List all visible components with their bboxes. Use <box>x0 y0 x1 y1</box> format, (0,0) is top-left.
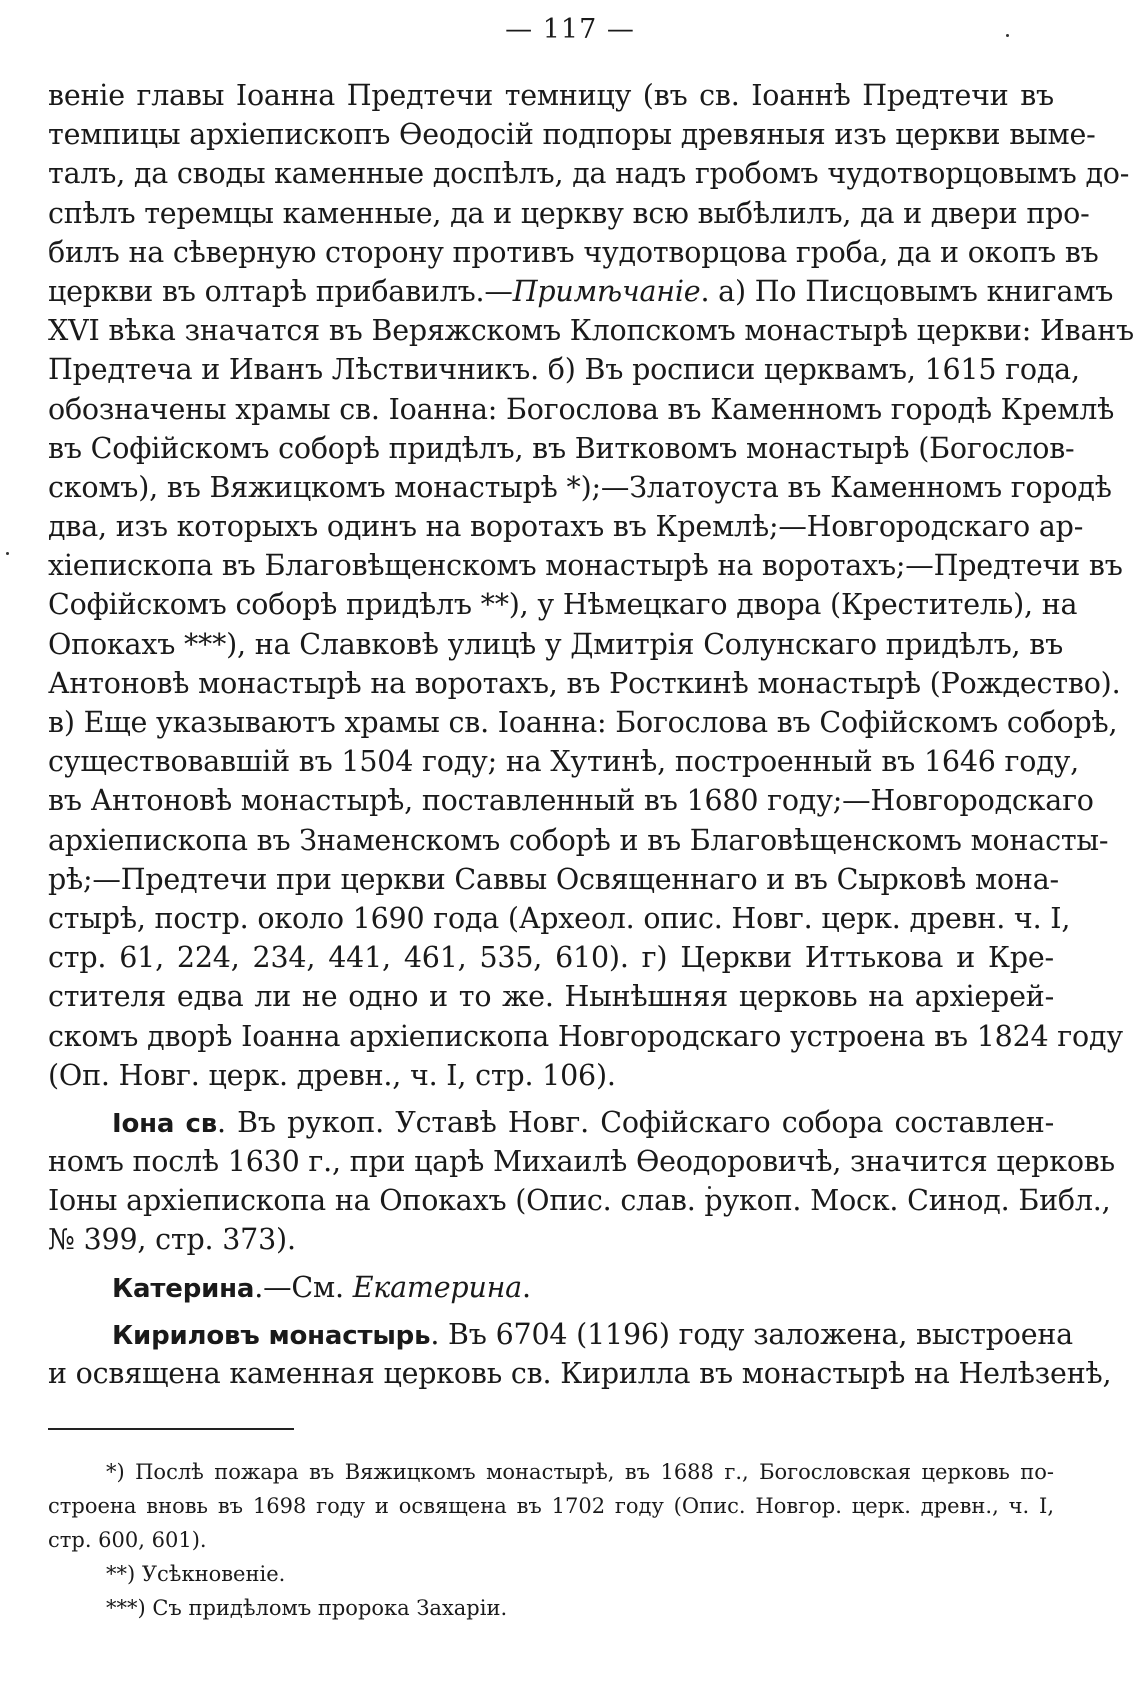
text-line: Опокахъ ***), на Славковѣ улицѣ у Дмитрія Солунскаго придѣлъ, въ <box>48 627 1064 661</box>
text-line: стителя едва ли не одно и то же. Нынѣшняя церковь на архіерей- <box>48 980 1054 1014</box>
text-line: (Оп. Новг. церк. древн., ч. I, стр. 106). <box>48 1058 616 1092</box>
footnotes <box>48 1455 1054 1625</box>
cross-reference: Екатерина <box>352 1270 522 1304</box>
paragraph-kirilov <box>48 1315 1112 1393</box>
text-line: спѣлъ теремцы каменные, да и церкву всю выбѣлилъ, да и двери про- <box>48 196 1090 230</box>
text-line: стырѣ, постр. около 1690 года (Археол. опис. Новг. церк. древн. ч. I, <box>48 901 1071 935</box>
text-line: скомъ дворѣ Іоанна архіепископа Новгородскаго устроена въ 1824 году <box>48 1019 1123 1053</box>
footnote-line: строена вновь въ 1698 году и освящена въ 1702 году (Опис. Новгор. церк. древн., ч. I, <box>48 1494 1054 1518</box>
entry-heading: Катерина <box>112 1273 255 1304</box>
text-line <box>48 1268 1054 1307</box>
text-run: . Въ рукоп. Уставѣ Новг. Софійскаго собора составлен- <box>217 1105 1054 1139</box>
text-line <box>48 1103 1054 1142</box>
text-line: темпицы архіепископъ Ѳеодосій подпоры древяныя изъ церкви выме- <box>48 118 1096 152</box>
footnote-line: ***) Съ придѣломъ пророка Захаріи. <box>106 1596 508 1620</box>
footnote-divider <box>48 1428 294 1430</box>
text-line: XVI вѣка значатся въ Веряжскомъ Клопскомъ монастырѣ церкви: Иванъ <box>48 314 1134 348</box>
text-run: . <box>521 1270 531 1304</box>
main-text <box>48 76 1134 1393</box>
text-line: и освящена каменная церковь св. Кирилла въ монастырѣ на Нелѣзенѣ, <box>48 1357 1112 1390</box>
text-run: .—См. <box>254 1270 353 1304</box>
text-line: въ Антоновѣ монастырѣ, поставленный въ 1680 году;—Новгородскаго <box>48 784 1094 818</box>
text-line: въ Софійскомъ соборѣ придѣлъ, въ Витковомъ монастырѣ (Богослов- <box>48 431 1075 465</box>
text-line: номъ послѣ 1630 г., при царѣ Михаилѣ Ѳеодоровичѣ, значится церковь <box>48 1145 1115 1179</box>
paragraph-katerina <box>48 1268 1054 1307</box>
page-speck <box>6 552 9 555</box>
entry-heading: Іона св <box>112 1108 217 1139</box>
text-line: Іоны архіепископа на Опокахъ (Опис. слав. рукоп. Моск. Синод. Библ., <box>48 1184 1111 1218</box>
text-line: Софійскомъ соборѣ придѣлъ **), у Нѣмецкаго двора (Креститель), на <box>48 588 1078 622</box>
text-line: талъ, да своды каменные доспѣлъ, да надъ гробомъ чудотворцовымъ до- <box>48 157 1130 191</box>
text-run: . Въ 6704 (1196) году заложена, выстроена <box>430 1317 1073 1351</box>
text-line: веніе главы Іоанна Предтечи темницу (въ св. Іоаннѣ Предтечи въ <box>48 79 1054 112</box>
paragraph-ioann <box>48 76 1134 1095</box>
footnote-line: **) Усѣкновеніе. <box>106 1562 286 1586</box>
text-line: обозначены храмы св. Іоанна: Богослова въ Каменномъ городѣ Кремлѣ <box>48 392 1115 426</box>
text-line: в) Еще указываютъ храмы св. Іоанна: Богослова въ Софійскомъ соборѣ, <box>48 706 1118 739</box>
text-line: скомъ), въ Вяжицкомъ монастырѣ *);—Златоуста въ Каменномъ городѣ <box>48 470 1112 504</box>
page-speck <box>1006 34 1009 37</box>
text-line <box>48 1315 1073 1354</box>
text-line <box>48 272 1114 311</box>
text-line: рѣ;—Предтечи при церкви Саввы Освященнаго и въ Сырковѣ мона- <box>48 862 1059 896</box>
text-line: архіепископа въ Знаменскомъ соборѣ и въ Благовѣщенскомъ монасты- <box>48 823 1109 857</box>
entry-heading: Кириловъ монастырь <box>112 1320 431 1351</box>
paragraph-iona <box>48 1103 1115 1260</box>
text-line: два, изъ которыхъ одинъ на воротахъ въ Кремлѣ;—Новгородскаго ар- <box>48 510 1084 544</box>
text-line: Антоновѣ монастырѣ на воротахъ, въ Росткинѣ монастырѣ (Рождество). <box>48 666 1121 700</box>
footnote-line: *) Послѣ пожара въ Вяжицкомъ монастырѣ, въ 1688 г., Богословская церковь по- <box>106 1460 1054 1484</box>
text-line: стр. 61, 224, 234, 441, 461, 535, 610). г) Церкви Иттькова и Кре- <box>48 941 1054 975</box>
text-line: № 399, стр. 373). <box>48 1223 296 1257</box>
text-run: . а) По Писцовымъ книгамъ <box>700 274 1114 308</box>
footnote-line: стр. 600, 601). <box>48 1528 207 1552</box>
text-line: существовавшій въ 1504 году; на Хутинѣ, построенный въ 1646 году, <box>48 745 1080 779</box>
text-line: билъ на сѣверную сторону противъ чудотворцова гроба, да и окопъ въ <box>48 235 1099 269</box>
text-run: церкви въ олтарѣ прибавилъ.— <box>48 274 513 308</box>
page-number: — 117 — <box>505 14 635 45</box>
note-label: Примѣчаніе <box>512 274 701 308</box>
text-line: хіепископа въ Благовѣщенскомъ монастырѣ на воротахъ;—Предтечи въ <box>48 549 1123 583</box>
text-line: Предтеча и Иванъ Лѣствичникъ. б) Въ росписи церквамъ, 1615 года, <box>48 353 1080 387</box>
